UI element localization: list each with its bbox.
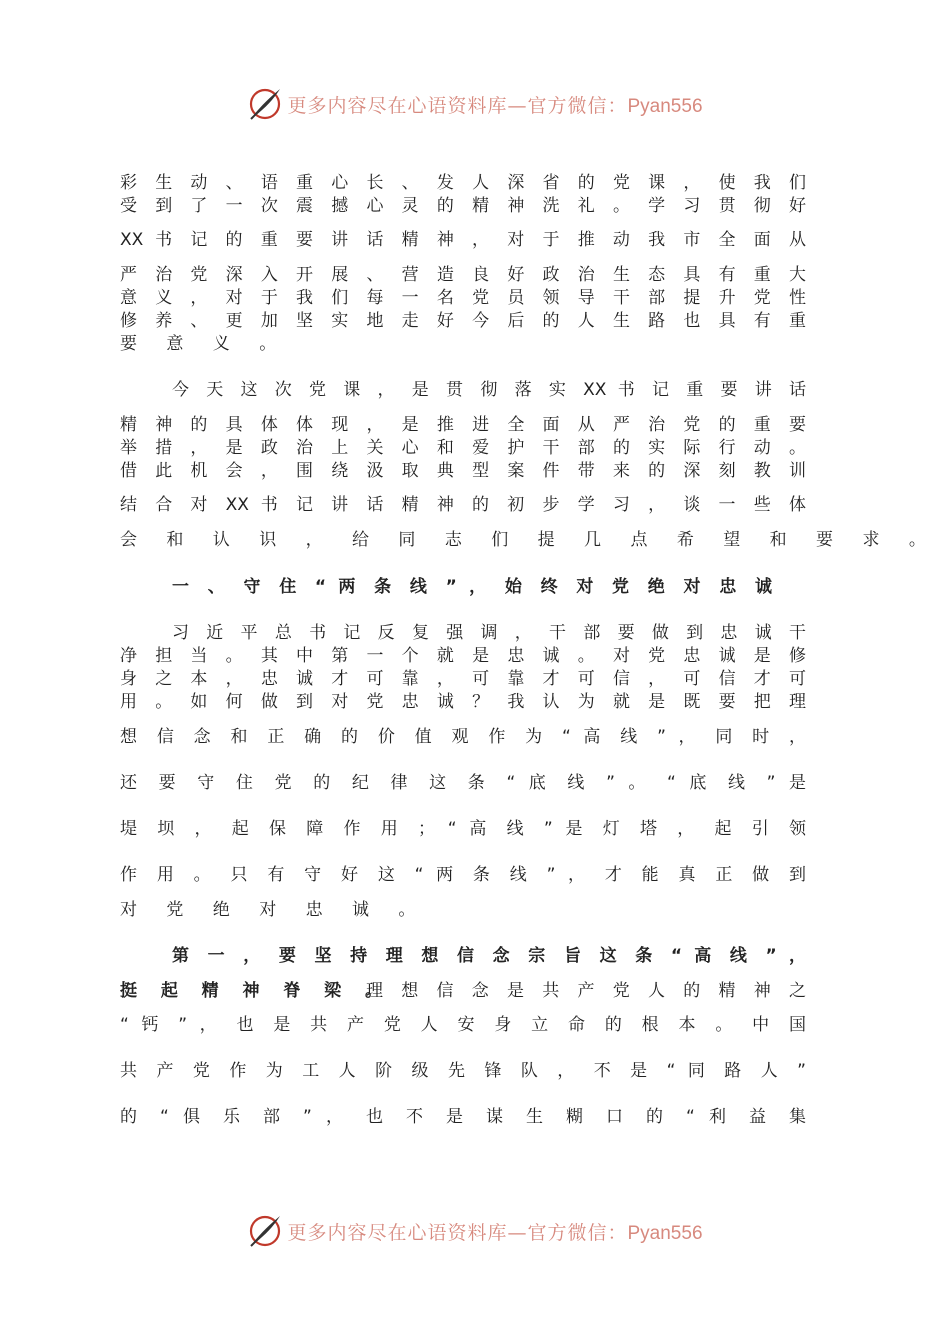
text-line: 借 此 机 会 ， 围 绕 汲 取 典 型 案 件 带 来 的 深 刻 教 训: [120, 461, 806, 481]
text-line: 共 产 党 作 为 工 人 阶 级 先 锋 队 ， 不 是 “ 同 路 人 ”: [120, 1061, 806, 1081]
text-line: 严 治 党 深 入 开 展 、 营 造 良 好 政 治 生 态 具 有 重 大: [120, 265, 806, 285]
text-line: 堤 坝 ， 起 保 障 作 用 ； “ 高 线 ” 是 灯 塔 ， 起 引 领: [120, 819, 806, 839]
text-line: 对 党 绝 对 忠 诚 。: [120, 900, 428, 920]
wechat-id: Pyan556: [627, 1222, 703, 1244]
text-line: 作 用 。 只 有 守 好 这 “ 两 条 线 ” ， 才 能 真 正 做 到: [120, 865, 806, 885]
text-line: 修 养 、 更 加 坚 实 地 走 好 今 后 的 人 生 路 也 具 有 重: [120, 311, 806, 331]
text-line: 的 “ 俱 乐 部 ” ， 也 不 是 谋 生 糊 口 的 “ 利 益 集: [120, 1107, 806, 1127]
quill-pen-logo-icon: [247, 86, 283, 122]
text-line: 今 天 这 次 党 课 ， 是 贯 彻 落 实 XX 书 记 重 要 讲 话: [172, 380, 806, 400]
text-line: “ 钙 ” ， 也 是 共 产 党 人 安 身 立 命 的 根 本 。 中 国: [120, 1015, 806, 1035]
quill-pen-logo-icon: [247, 1213, 283, 1249]
wechat-id: Pyan556: [627, 95, 703, 117]
text-line: 身 之 本 ， 忠 诚 才 可 靠 ， 可 靠 才 可 信 ， 可 信 才 可: [120, 669, 806, 689]
text-line: 净 担 当 。 其 中 第 一 个 就 是 忠 诚 。 对 党 忠 诚 是 修: [120, 646, 806, 666]
text-line: 意 义 ， 对 于 我 们 每 一 名 党 员 领 导 干 部 提 升 党 性: [120, 288, 806, 308]
text-line: 受 到 了 一 次 震 撼 心 灵 的 精 神 洗 礼 。 学 习 贯 彻 好: [120, 196, 806, 216]
text-line: 会 和 认 识 ， 给 同 志 们 提 几 点 希 望 和 要 求 。: [120, 530, 938, 550]
subsection-heading: 第 一 ， 要 坚 持 理 想 信 念 宗 旨 这 条 “ 高 线 ” ，: [172, 946, 806, 966]
text-line: 结 合 对 XX 书 记 讲 话 精 神 的 初 步 学 习 ， 谈 一 些 体: [120, 495, 806, 515]
section-heading: 一 、 守 住 “ 两 条 线 ” ， 始 终 对 党 绝 对 忠 诚: [172, 577, 772, 597]
text-line: 举 措 ， 是 政 治 上 关 心 和 爱 护 干 部 的 实 际 行 动 。: [120, 438, 806, 458]
text-line: 用 。 如 何 做 到 对 党 忠 诚 ？ 我 认 为 就 是 既 要 把 理: [120, 692, 806, 712]
text-line: 精 神 的 具 体 体 现 ， 是 推 进 全 面 从 严 治 党 的 重 要: [120, 415, 806, 435]
text-line: 彩 生 动 、 语 重 心 长 、 发 人 深 省 的 党 课 ， 使 我 们: [120, 173, 806, 193]
footer-banner: [0, 1211, 950, 1251]
text-line: 还 要 守 住 党 的 纪 律 这 条 “ 底 线 ” 。 “ 底 线 ” 是: [120, 773, 806, 793]
header-banner: [0, 84, 950, 124]
text-line: 想 信 念 和 正 确 的 价 值 观 作 为 “ 高 线 ” ， 同 时 ，: [120, 727, 806, 747]
text-line: 理 想 信 念 是 共 产 党 人 的 精 神 之: [366, 981, 806, 1001]
banner-text: 更多内容尽在心语资料库—官方微信：Pyan556: [287, 1221, 703, 1244]
banner-text: 更多内容尽在心语资料库—官方微信：Pyan556: [287, 94, 703, 117]
subsection-heading-cont: 挺 起 精 神 脊 梁 。: [120, 981, 382, 1001]
text-line: 习 近 平 总 书 记 反 复 强 调 ， 干 部 要 做 到 忠 诚 干: [172, 623, 806, 643]
text-line: XX 书 记 的 重 要 讲 话 精 神 ， 对 于 推 动 我 市 全 面 从: [120, 230, 806, 250]
text-line: 要 意 义 。: [120, 334, 289, 354]
